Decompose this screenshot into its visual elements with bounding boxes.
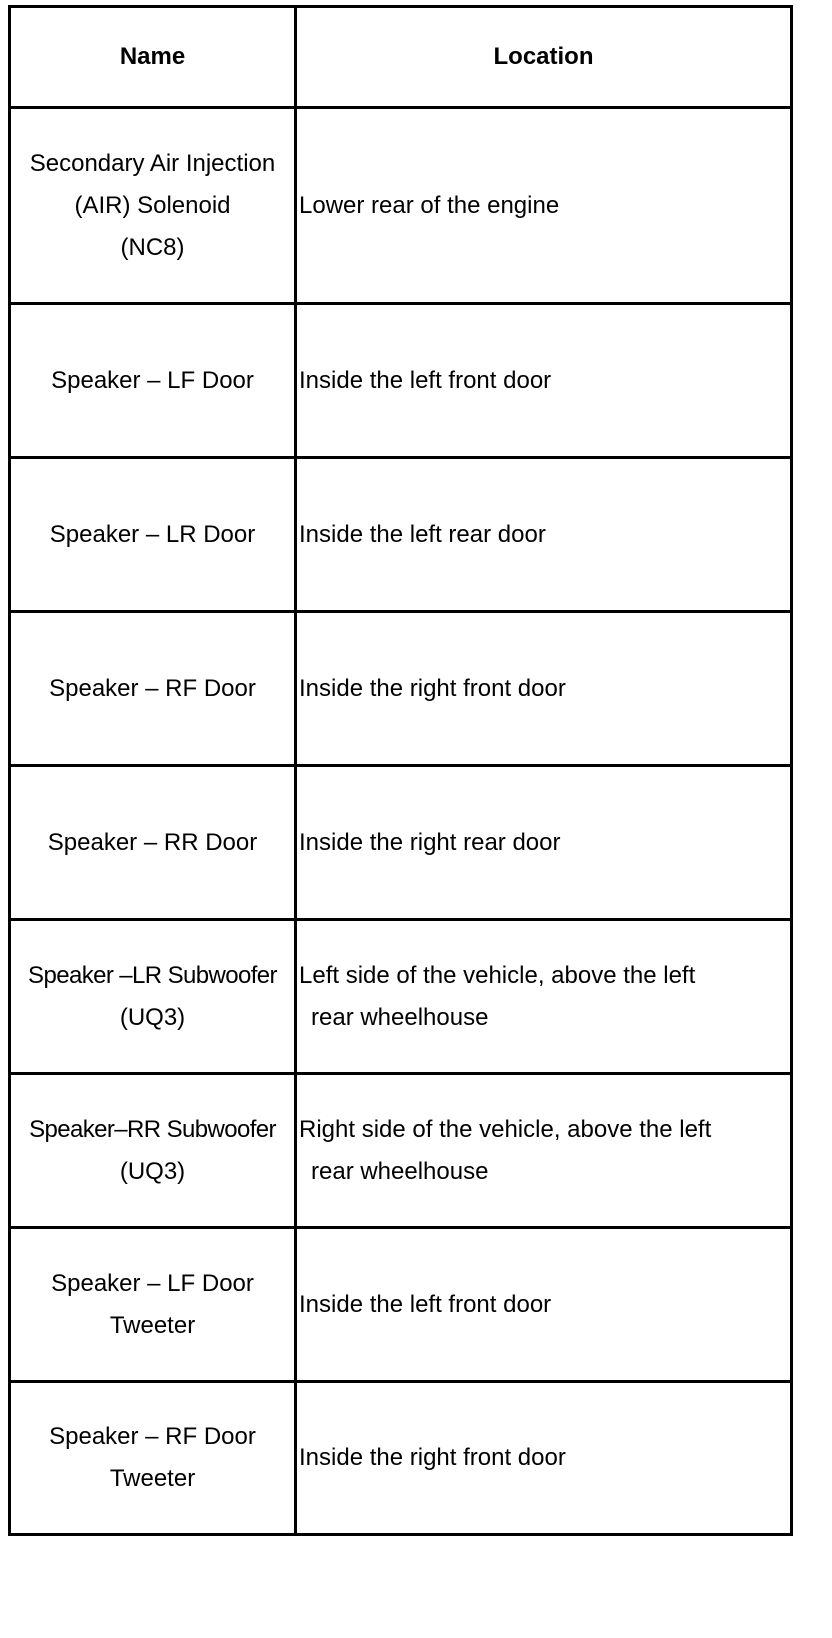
- component-location: Lower rear of the engine: [299, 191, 560, 219]
- component-name: (NC8): [120, 233, 185, 261]
- component-name-cell: [10, 108, 296, 304]
- component-name-cell: [10, 612, 296, 766]
- component-location-cell: [296, 108, 792, 304]
- component-name-cell: [10, 458, 296, 612]
- component-name: Speaker –LR Subwoofer: [28, 961, 277, 989]
- component-name: (UQ3): [119, 1003, 186, 1031]
- component-name: Speaker – LF Door: [51, 1269, 254, 1297]
- component-location-cell: [296, 458, 792, 612]
- table-row: [10, 108, 792, 304]
- component-location-cell: [296, 1382, 792, 1535]
- component-location-cell: [296, 1074, 792, 1228]
- table-row: [10, 612, 792, 766]
- component-name: Speaker – RR Door: [47, 828, 258, 856]
- component-location: Inside the left front door: [299, 1290, 552, 1318]
- table-row: [10, 920, 792, 1074]
- component-name-cell: [10, 1074, 296, 1228]
- component-name: Tweeter: [109, 1311, 196, 1339]
- component-location: Inside the right front door: [299, 674, 566, 702]
- component-location: Left side of the vehicle, above the left: [299, 961, 696, 989]
- header-row: [10, 7, 792, 108]
- component-location-cell: [296, 304, 792, 458]
- component-location: Inside the left front door: [299, 366, 552, 394]
- name-column-header: Name: [10, 7, 296, 108]
- component-name-cell: [10, 1382, 296, 1535]
- component-name: Speaker – LR Door: [49, 520, 256, 548]
- component-name: (AIR) Solenoid: [74, 191, 231, 219]
- component-name: Speaker – LF Door: [51, 366, 254, 394]
- table-row: [10, 304, 792, 458]
- component-name: Secondary Air Injection: [29, 149, 276, 177]
- component-name: Speaker–RR Subwoofer: [29, 1115, 276, 1143]
- component-location-cell: [296, 766, 792, 920]
- component-name-cell: [10, 1228, 296, 1382]
- component-name-cell: [10, 920, 296, 1074]
- component-location-cell: [296, 1228, 792, 1382]
- component-name: Tweeter: [109, 1465, 196, 1492]
- table-row: [10, 458, 792, 612]
- component-location-cell: [296, 612, 792, 766]
- location-column-header: Location: [296, 7, 792, 108]
- table-row: [10, 1382, 792, 1535]
- component-location-table: [8, 5, 793, 1536]
- component-name-cell: [10, 766, 296, 920]
- table-row: [10, 1074, 792, 1228]
- component-location: rear wheelhouse: [311, 1003, 489, 1031]
- component-name-cell: [10, 304, 296, 458]
- component-location: Right side of the vehicle, above the left: [299, 1115, 712, 1143]
- component-name: Speaker – RF Door: [49, 1423, 256, 1450]
- component-location: Inside the right front door: [299, 1444, 566, 1471]
- component-location: Inside the left rear door: [299, 520, 546, 548]
- table-row: [10, 766, 792, 920]
- component-name: Speaker – RF Door: [49, 674, 256, 702]
- component-name: (UQ3): [119, 1157, 186, 1185]
- component-location-cell: [296, 920, 792, 1074]
- component-location: Inside the right rear door: [299, 828, 561, 856]
- component-location: rear wheelhouse: [311, 1157, 489, 1185]
- table-row: [10, 1228, 792, 1382]
